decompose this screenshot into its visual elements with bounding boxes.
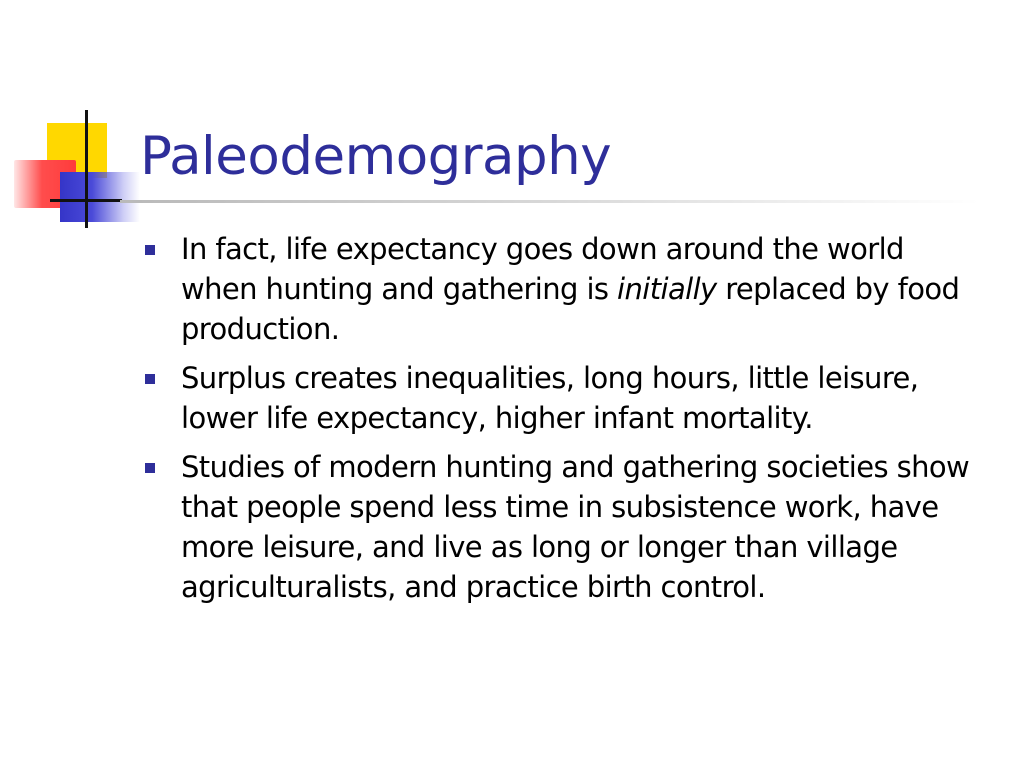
bullet-item [145,447,975,607]
bullet-emphasis: initially [617,272,717,306]
bullet-list [145,229,975,616]
decorative-logo [0,0,150,240]
logo-vertical-line [85,110,88,228]
title-divider [120,200,980,203]
bullet-text: Studies of modern hunting and gathering societies show that people spend less time in subsistence work, have more leisure, and live as long or longer than village agriculturalists, and practice birth control. [181,450,970,604]
bullet-text: Surplus creates inequalities, long hours, little leisure, lower life expectancy, higher infant mortality. [181,361,919,435]
bullet-marker-icon [145,245,155,255]
bullet-marker-icon [145,374,155,384]
slide-title: Paleodemography [140,126,612,187]
bullet-item [145,229,975,349]
bullet-marker-icon [145,463,155,473]
logo-blue-square [60,172,140,222]
bullet-text: replaced by food production. [181,272,960,346]
logo-horizontal-line [50,199,122,202]
bullet-item [145,358,975,438]
bullet-text: In fact, life expectancy goes down around the world when hunting and gathering is [181,232,904,306]
